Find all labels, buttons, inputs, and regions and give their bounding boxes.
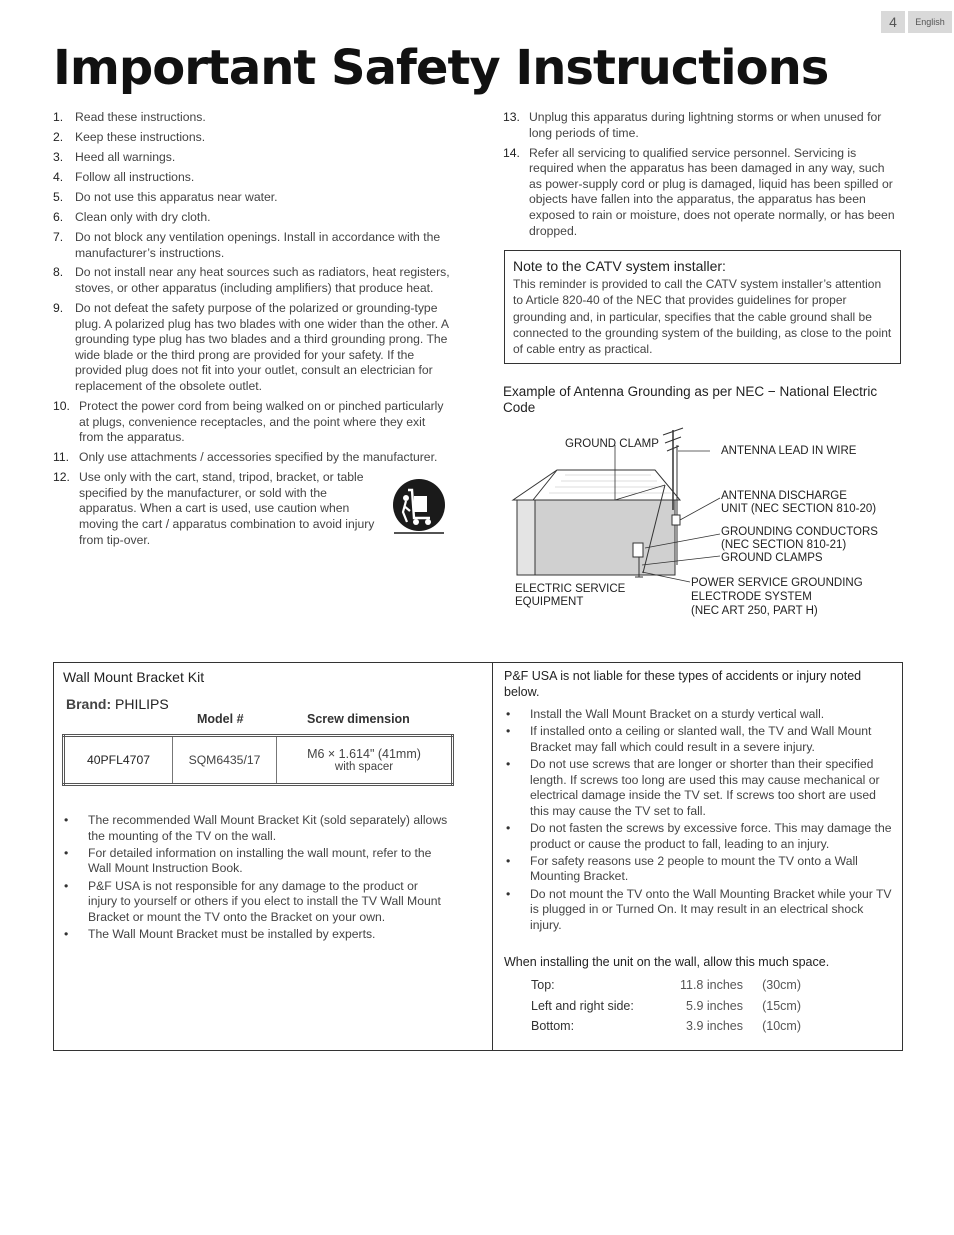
space-table — [531, 975, 801, 1037]
table-row — [64, 736, 453, 785]
space-row — [531, 975, 801, 996]
item-text: Only use attachments / accessories specified by the manufacturer. — [79, 450, 438, 465]
label-ground-clamps: GROUND CLAMPS — [721, 552, 823, 564]
label-discharge-2: UNIT (NEC SECTION 810-20) — [721, 503, 877, 515]
list-item — [503, 110, 898, 141]
item-text: Use only with the cart, stand, tripod, bracket, or table specified by the manufacturer, or sold with the apparatus. When a cart is used, use caution when moving the cart / apparatus combination to avoid injury from tip-over. — [79, 470, 375, 547]
bracket-table — [62, 734, 454, 786]
item-number: 7. — [53, 229, 64, 244]
list-item — [53, 190, 451, 206]
item-text: Do not block any ventilation openings. Install in accordance with the manufacturer’s instructions. — [75, 229, 441, 260]
language-tab: English — [908, 11, 952, 33]
label-discharge-1: ANTENNA DISCHARGE — [721, 490, 847, 502]
brand-line — [66, 696, 169, 712]
list-item — [503, 146, 898, 240]
item-number: 10. — [53, 399, 70, 414]
item-number: 2. — [53, 129, 64, 144]
label-electric-2: EQUIPMENT — [515, 596, 584, 608]
liability-bullets — [504, 707, 894, 935]
space-row — [531, 1016, 801, 1037]
item-number: 1. — [53, 110, 64, 124]
list-item — [53, 150, 451, 166]
item-number: 11. — [53, 450, 70, 465]
page-number: 4 — [881, 11, 905, 33]
label-power-1: POWER SERVICE GROUNDING — [691, 577, 863, 589]
screw-spacer: with spacer — [334, 761, 394, 773]
list-item — [53, 301, 451, 395]
catv-note-box — [504, 250, 901, 364]
bullet-item: • P&F USA is not responsible for any damage to the product or injury to yourself or others if you elect to install the TV Wall Mount Bracket or mount the TV onto the Bracket on your own. — [62, 879, 450, 926]
bullet-item: • For safety reasons use 2 people to mount the TV onto a Wall Mounting Bracket. — [504, 854, 894, 885]
label-power-3: (NEC ART 250, PART H) — [691, 605, 818, 617]
item-text: Heed all warnings. — [75, 149, 176, 164]
item-text: Keep these instructions. — [75, 129, 206, 144]
space-cm: (10cm) — [762, 1019, 801, 1034]
screw-dimension-cell — [277, 736, 453, 785]
cart-warning-icon — [390, 478, 450, 536]
item-text: Do not defeat the safety purpose of the polarized or grounding-type plug. A polarized plug has two blades with one wider than the other. A grounding type plug has two blades and a third grounding prong. The wide blade or the third prong are provided for your safety. If the provided plug does not fit into your outlet, consult an electrician for replacement of the obsolete outlet. — [75, 301, 449, 394]
label-electric-1: ELECTRIC SERVICE — [515, 583, 626, 595]
list-item — [53, 450, 451, 466]
wall-mount-bullets — [62, 813, 450, 944]
space-intro: When installing the unit on the wall, allow this much space. — [504, 955, 830, 969]
bullet-item: • For detailed information on installing the wall mount, refer to the Wall Mount Instruction Book. — [62, 846, 450, 877]
list-item — [53, 170, 451, 186]
col-screw-header: Screw dimension — [307, 712, 410, 726]
page-title: Important Safety Instructions — [53, 40, 829, 96]
liability-intro: P&F USA is not liable for these types of accidents or injury noted below. — [504, 669, 862, 699]
space-inches: 5.9 inches — [686, 998, 743, 1013]
label-antenna-lead: ANTENNA LEAD IN WIRE — [721, 445, 857, 457]
bullet-item: • Install the Wall Mount Bracket on a sturdy vertical wall. — [504, 707, 894, 723]
diagram-leader-lines — [600, 440, 730, 600]
list-item — [53, 210, 451, 226]
item-number: 14. — [503, 145, 520, 160]
list-item — [53, 399, 451, 446]
brand-value: PHILIPS — [115, 696, 169, 712]
space-row — [531, 996, 801, 1017]
list-item — [53, 130, 451, 146]
item-number: 4. — [53, 169, 64, 184]
label-ground-clamp: GROUND CLAMP — [565, 438, 659, 450]
tv-model-cell: 40PFL4707 — [64, 736, 173, 785]
space-label: Bottom: — [531, 1019, 575, 1034]
space-inches: 11.8 inches — [679, 978, 743, 993]
bullet-item: • The recommended Wall Mount Bracket Kit (sold separately) allows the mounting of the TV on the wall. — [62, 813, 450, 844]
catv-note-title: Note to the CATV system installer: — [513, 258, 726, 274]
box-divider — [492, 662, 493, 1051]
list-item — [53, 230, 451, 261]
item-text: Do not use this apparatus near water. — [75, 189, 278, 204]
space-label: Top: — [531, 978, 555, 993]
bullet-item: • Do not use screws that are longer or shorter than their specified length. If screws too long are used this may cause mechanical or electrical damage inside the TV set. If screws too short are used this may cause the TV set to fall. — [504, 757, 894, 819]
bullet-item: • If installed onto a ceiling or slanted wall, the TV and Wall Mount Bracket may fall which could result in a severe injury. — [504, 724, 894, 755]
item-number: 3. — [53, 149, 64, 164]
instructions-right — [503, 110, 898, 244]
wall-mount-title: Wall Mount Bracket Kit — [63, 669, 205, 685]
item-text: Do not install near any heat sources such as radiators, heat registers, stoves, or other apparatus (including amplifiers) that produce heat. — [75, 265, 450, 296]
label-power-2: ELECTRODE SYSTEM — [691, 591, 812, 603]
bullet-item: • Do not fasten the screws by excessive force. This may damage the product or cause the product to fall, leading to an injury. — [504, 821, 894, 852]
label-conductors-2: (NEC SECTION 810-21) — [721, 539, 847, 551]
space-inches: 3.9 inches — [686, 1019, 743, 1034]
space-label: Left and right side: — [531, 998, 634, 1013]
col-model-header: Model # — [197, 712, 244, 726]
bracket-model-cell: SQM6435/17 — [173, 736, 277, 785]
list-item — [53, 265, 451, 296]
brand-label: Brand: — [66, 696, 112, 712]
item-text: Refer all servicing to qualified service personnel. Servicing is required when the apparatus has been damaged in any way, such as power-supply cord or plug is damaged, liquid has been spilled or objects have fallen into the apparatus, the apparatus has been exposed to rain or moisture, does not operate normally, or has been dropped. — [529, 145, 895, 238]
item-number: 12. — [53, 470, 70, 485]
item-text: Clean only with dry cloth. — [75, 209, 211, 224]
antenna-diagram-title: Example of Antenna Grounding as per NEC − National Electric Code — [503, 384, 878, 415]
item-number: 8. — [53, 265, 64, 280]
item-number: 13. — [503, 110, 520, 124]
list-item — [53, 110, 451, 126]
label-conductors-1: GROUNDING CONDUCTORS — [721, 526, 878, 538]
item-text: Follow all instructions. — [75, 169, 195, 184]
catv-note-body: This reminder is provided to call the CATV system installer’s attention to Article 820-40 of the NEC that provides guidelines for proper grounding and, in particular, specifies that the cable ground shall be connected to the grounding system of the building, as close to the point of cable entry as practical. — [513, 277, 892, 357]
item-text: Unplug this apparatus during lightning storms or when unused for long periods of time. — [529, 110, 882, 140]
item-number: 9. — [53, 301, 64, 316]
item-text: Protect the power cord from being walked on or pinched particularly at plugs, convenience receptacles, and the point where they exit from the apparatus. — [79, 399, 444, 445]
space-cm: (30cm) — [762, 978, 801, 993]
item-text: Read these instructions. — [75, 110, 206, 124]
bullet-item: • The Wall Mount Bracket must be installed by experts. — [62, 927, 450, 943]
screw-dimension: M6 × 1.614" (41mm) — [307, 747, 421, 761]
bullet-item: • Do not mount the TV onto the Wall Mounting Bracket while your TV is plugged in or Turned On. It may result in an electrical shock injury. — [504, 887, 894, 934]
item-number: 6. — [53, 209, 64, 224]
space-cm: (15cm) — [762, 998, 801, 1013]
item-number: 5. — [53, 189, 64, 204]
